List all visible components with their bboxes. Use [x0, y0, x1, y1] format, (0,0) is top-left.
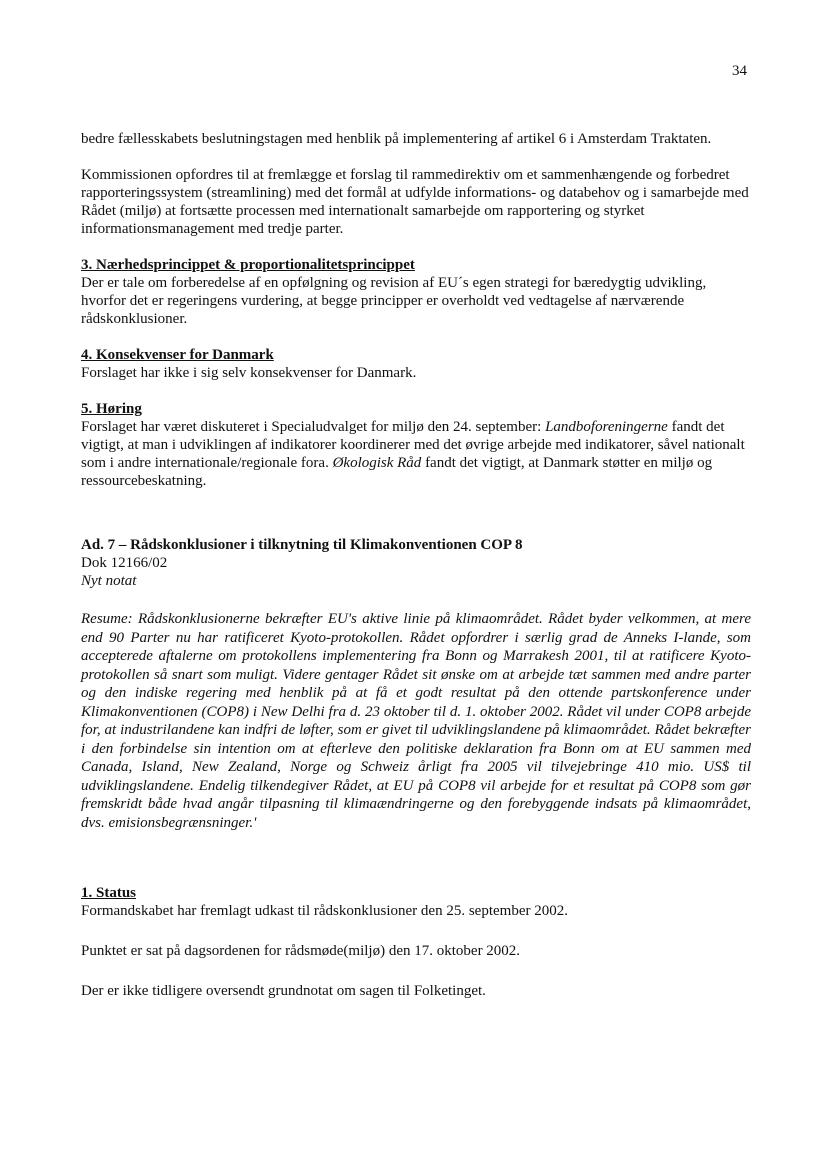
section-5-text — [81, 419, 745, 489]
section-5-text-start: Forslaget har været diskuteret i Specialudvalget for miljø den 24. september: — [81, 419, 546, 435]
status-line-1: Formandskabet har fremlagt udkast til rådskonklusioner den 25. september 2002. — [81, 903, 568, 919]
commission-paragraph: Kommissionen opfordres til at fremlægge et forslag til rammedirektiv om et sammenhængende og forbedret rapporteringssystem (streamlining) med det formål at udfylde informations- og databehov og i samarbejde med Rådet (miljø) at fortsætte processen med internationalt samarbejde om rapportering og styrket informationsmanagement med tredje parter. — [81, 167, 749, 237]
org-landboforeningerne: Landboforeningerne — [545, 419, 668, 435]
status-line-2: Punktet er sat på dagsordenen for rådsmøde(miljø) den 17. oktober 2002. — [81, 943, 521, 959]
section-5 — [81, 400, 751, 490]
section-5-text-mid: fandt det vigtigt, at man i udviklingen af indikatorer koordinerer med det øvrige arbejde med indikatorer, såvel nationalt som i andre internationale/regionale fora. — [81, 419, 745, 471]
page-number: 34 — [732, 63, 747, 79]
ad7-notat: Nyt notat — [81, 573, 137, 589]
section-4-text: Forslaget har ikke i sig selv konsekvenser for Danmark. — [81, 365, 417, 381]
intro-paragraph: bedre fællesskabets beslutningstagen med henblik på implementering af artikel 6 i Amsterdam Traktaten. — [81, 131, 712, 147]
status-line-3: Der er ikke tidligere oversendt grundnotat om sagen til Folketinget. — [81, 983, 486, 999]
section-4-heading: 4. Konsekvenser for Danmark — [81, 347, 274, 363]
ad7-block — [81, 536, 751, 832]
section-3-heading: 3. Nærhedsprincippet & proportionalitetsprincippet — [81, 257, 415, 273]
ad7-title: Ad. 7 – Rådskonklusioner i tilknytning til Klimakonventionen COP 8 — [81, 537, 523, 553]
section-5-text-end: fandt det vigtigt, at Danmark støtter en miljø og ressourcebeskatning. — [81, 455, 713, 489]
section-4 — [81, 346, 751, 382]
section-5-heading: 5. Høring — [81, 401, 142, 417]
ad7-resume: Resume: Rådskonklusionerne bekræfter EU's aktive linie på klimaområdet. Rådet byder velkommen, at mere end 90 Parter nu har ratificeret Kyoto-protokollen. Rådet opfordrer i særlig grad de Anneks I-lande, som accepterede aftalerne om protokollens implementering fra Bonn og Marrakesh 2001, til at ratificere Kyoto-protokollen så snart som muligt. Videre gentager Rådet sit ønske om at arbejde tæt sammen med andre parter og den indiske regering med henblik på at få et godt resultat på den ottende partskonference under Klimakonventionen (COP8) i New Delhi fra d. 23 oktober til d. 1. oktober 2002. Rådet vil under COP8 arbejde for, at industrilandene kan indfri de løfter, som er givet til udviklingslandene på klimaområdet. Rådet bekræfter i den forbindelse sin intention om at efterleve den politiske deklaration fra Bonn om at EU sammen med Canada, Island, New Zealand, Norge og Schweiz årligt fra 2005 vil tilvejebringe 410 mio. US$ til udviklingslandene. Endelig tilkendegiver Rådet, at EU på COP8 vil arbejde for et resultat på COP8 som gør fremskridt både hvad angår tilpasning til klimaændringerne og den forebyggende indsats på klimaområdet, dvs. emisionsbegrænsninger.' — [81, 611, 751, 831]
ad7-dok: Dok 12166/02 — [81, 555, 168, 571]
section-3 — [81, 256, 751, 328]
org-oekologisk-raad: Økologisk Råd — [332, 455, 422, 471]
document-body — [81, 130, 751, 1018]
status-heading: 1. Status — [81, 885, 137, 901]
status-section — [81, 884, 751, 1000]
section-3-text: Der er tale om forberedelse af en opfølgning og revision af EU´s egen strategi for bæredygtig udvikling, hvorfor det er regeringens vurdering, at begge principper er overholdt ved vedtagelse af nærværende rådskonklusioner. — [81, 275, 707, 327]
